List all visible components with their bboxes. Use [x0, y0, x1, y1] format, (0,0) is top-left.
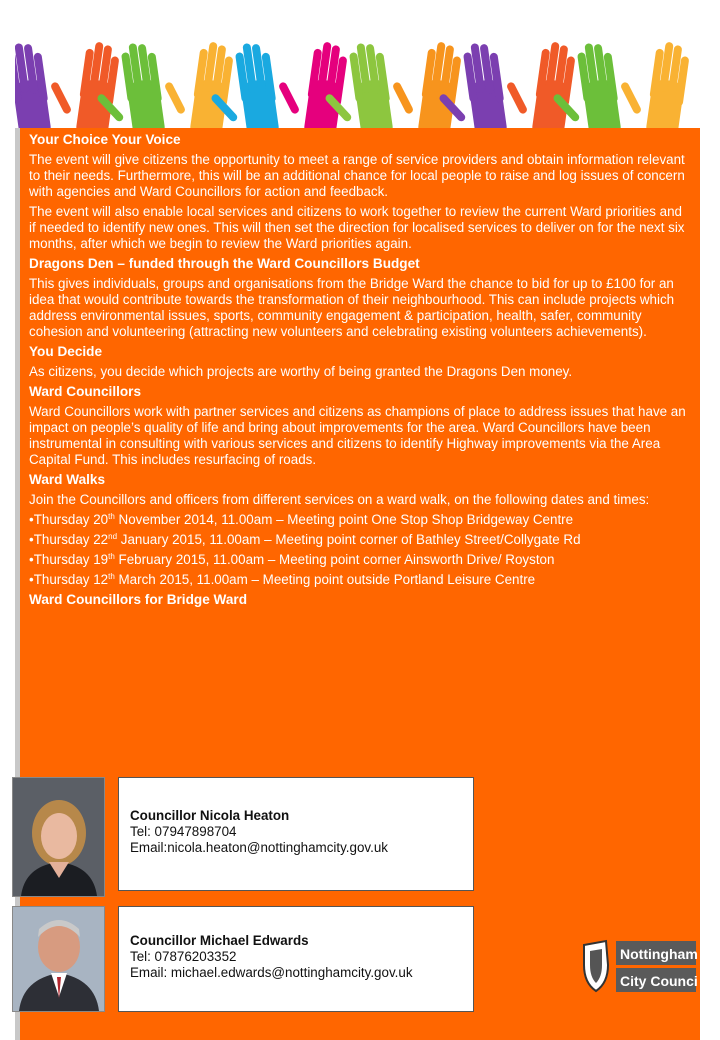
logo-line-2: City Council	[620, 973, 698, 989]
paragraph-ward-walks: Join the Councillors and officers from different services on a ward walk, on the following dates and times:	[29, 492, 650, 507]
contact-card-nicola	[118, 777, 474, 891]
walk-item: •Thursday 22nd January 2015, 11.00am – Meeting point corner of Bathley Street/Collygate Rd	[29, 532, 581, 547]
paragraph-ward-councillors: Ward Councillors work with partner services and citizens as champions of place to address issues that have an impact on people’s quality of life and bring about improvements for the area. Ward Councillors have been instrumental in consulting with various services and citizens to identify Highway improvements via the Area Capital Fund. This includes resurfacing of roads.	[29, 404, 686, 467]
walk-item: •Thursday 12th March 2015, 11.00am – Meeting point outside Portland Leisure Centre	[29, 572, 536, 587]
section-heading-your-choice: Your Choice Your Voice	[29, 132, 181, 147]
hand-shape	[43, 40, 121, 132]
section-heading-ward-councillors: Ward Councillors	[29, 384, 142, 399]
section-heading-you-decide: You Decide	[29, 344, 103, 359]
contact-card-michael	[118, 906, 474, 1012]
hand-shape	[15, 40, 53, 132]
hands-banner	[15, 40, 700, 132]
councillor-photo-michael	[12, 906, 105, 1012]
paragraph-you-decide: As citizens, you decide which projects are worthy of being granted the Dragons Den money.	[29, 364, 573, 379]
nottingham-city-council-logo	[580, 935, 698, 997]
contact-email[interactable]: Email: michael.edwards@nottinghamcity.gov.uk	[130, 965, 413, 980]
councillor-photo-nicola	[12, 777, 105, 897]
section-heading-dragons-den: Dragons Den – funded through the Ward Councillors Budget	[29, 256, 420, 271]
walk-item: •Thursday 20th November 2014, 11.00am – Meeting point One Stop Shop Bridgeway Centre	[29, 512, 574, 527]
hand-shape	[613, 40, 691, 132]
section-heading-ward-walks: Ward Walks	[29, 472, 106, 487]
paragraph-your-choice-2: The event will also enable local services and citizens to work together to review the current Ward priorities and if needed to identify new ones. This will then set the direction for localised services to deliver on for the next six months, after which we begin to review the Ward priorities again.	[29, 204, 685, 251]
paragraph-your-choice-1: The event will give citizens the opportunity to meet a range of service providers and obtain information relevant to their needs. Furthermore, this will be an additional chance for local people to raise and log issues of concern with agencies and Ward Councillors for action and feedback.	[29, 152, 685, 199]
hand-shape	[499, 40, 577, 132]
hands-illustration	[15, 40, 700, 132]
contact-phone: Tel: 07947898704	[130, 824, 237, 839]
contact-name: Councillor Michael Edwards	[130, 933, 309, 948]
contact-name: Councillor Nicola Heaton	[130, 808, 290, 823]
walk-item: •Thursday 19th February 2015, 11.00am – Meeting point corner Ainsworth Drive/ Royston	[29, 552, 555, 567]
hand-shape	[385, 40, 463, 132]
contact-phone: Tel: 07876203352	[130, 949, 237, 964]
contact-email[interactable]: Email:nicola.heaton@nottinghamcity.gov.uk	[130, 840, 388, 855]
logo-line-1: Nottingham	[620, 946, 698, 962]
paragraph-dragons-den: This gives individuals, groups and organisations from the Bridge Ward the chance to bid for up to £100 for an idea that would contribute towards the transformation of their neighbourhood. This can include projects which address environmental issues, sports, community engagement & participation, health, safer, community cohesion and volunteering (attracting new volunteers and celebrating existing volunteers achievements).	[29, 276, 675, 339]
hand-shape	[271, 40, 349, 132]
section-heading-bridge-ward: Ward Councillors for Bridge Ward	[29, 592, 248, 607]
hand-shape	[157, 40, 235, 132]
content-body	[29, 132, 691, 612]
